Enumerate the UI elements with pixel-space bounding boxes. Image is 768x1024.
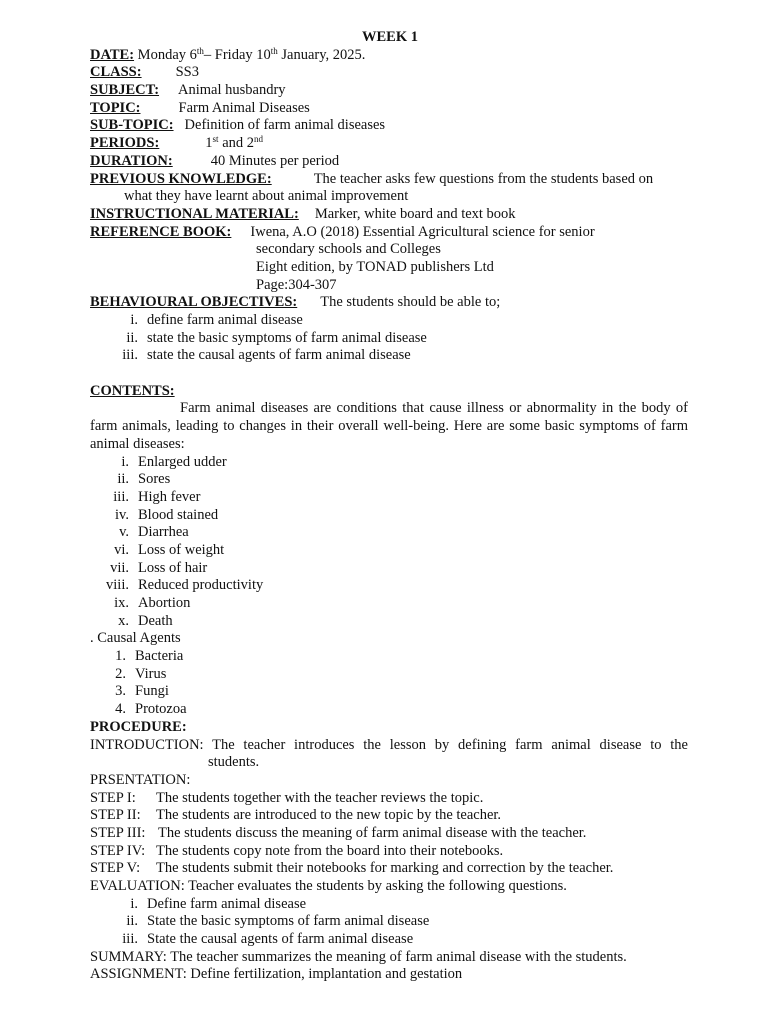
duration-label: DURATION:	[90, 152, 173, 169]
list-item: 1. Bacteria	[115, 648, 184, 665]
list-item: iii. State the causal agents of farm animal disease	[122, 931, 414, 948]
subtopic-value: Definition of farm animal diseases	[184, 117, 386, 134]
date-line	[90, 47, 690, 65]
presentation-heading: PRSENTATION:	[90, 771, 191, 788]
subtopic-line	[90, 117, 690, 135]
subtopic-label: SUB-TOPIC:	[90, 117, 174, 134]
introduction-line: INTRODUCTION: The teacher introduces the lesson by defining farm animal disease to the	[90, 736, 688, 753]
list-item: x. Death	[118, 612, 173, 629]
list-item: ii. Sores	[117, 471, 171, 488]
assignment-line: ASSIGNMENT: Define fertilization, implantation and gestation	[90, 966, 463, 983]
class-label: CLASS:	[90, 64, 142, 81]
list-item: iii. state the causal agents of farm animal disease	[122, 347, 411, 364]
list-item: vi. Loss of weight	[114, 541, 225, 558]
reference-value-1: Iwena, A.O (2018) Essential Agricultural science for senior	[250, 223, 595, 240]
class-line	[90, 64, 690, 82]
list-item: vii. Loss of hair	[110, 559, 208, 576]
causal-agents-heading: . Causal Agents	[90, 630, 181, 647]
duration-value: 40 Minutes per period	[210, 152, 340, 169]
periods-value-a: 1	[205, 135, 213, 152]
step-row: STEP I: The students together with the teacher reviews the topic.	[90, 789, 484, 806]
reference-value-4: Page:304-307	[256, 276, 337, 293]
objectives-value: The students should be able to;	[320, 294, 501, 311]
list-item: iv. Blood stained	[115, 506, 219, 523]
list-item: ii. State the basic symptoms of farm animal disease	[126, 913, 430, 930]
previous-knowledge-value: The teacher asks few questions from the students based on	[313, 170, 654, 187]
step-row: STEP V: The students submit their notebooks for marking and correction by the teacher.	[90, 860, 614, 877]
causal-agents-list	[90, 648, 690, 719]
periods-sup-2: nd	[254, 134, 263, 145]
list-item: 2. Virus	[115, 665, 167, 682]
list-item: v. Diarrhea	[119, 524, 189, 541]
reference-label: REFERENCE BOOK:	[90, 223, 232, 240]
list-item: i. Enlarged udder	[121, 453, 227, 470]
topic-value: Farm Animal Diseases	[178, 99, 310, 116]
previous-knowledge-continuation: what they have learnt about animal improvement	[124, 188, 409, 205]
list-item: viii. Reduced productivity	[106, 577, 264, 594]
reference-value-3: Eight edition, by TONAD publishers Ltd	[256, 258, 494, 275]
list-item: iii. High fever	[113, 488, 201, 505]
date-value-b: – Friday 10	[203, 46, 271, 63]
list-item: 3. Fungi	[115, 683, 169, 700]
periods-sup-1: st	[212, 134, 219, 145]
objectives-line	[90, 294, 690, 312]
spacer	[90, 365, 690, 383]
date-label: DATE:	[90, 46, 135, 63]
periods-label: PERIODS:	[90, 135, 160, 152]
material-label: INSTRUCTIONAL MATERIAL:	[90, 205, 299, 222]
material-line	[90, 206, 690, 224]
list-item: 4. Protozoa	[115, 701, 187, 718]
evaluation-line: EVALUATION: Teacher evaluates the students by asking the following questions.	[90, 878, 567, 895]
step-row: STEP IV: The students copy note from the board into their notebooks.	[90, 842, 504, 859]
duration-line	[90, 153, 690, 171]
subject-label: SUBJECT:	[90, 82, 160, 99]
topic-line	[90, 100, 690, 118]
step-row: STEP III: The students discuss the meaning of farm animal disease with the teacher.	[90, 824, 587, 841]
periods-value-b: and 2	[218, 135, 254, 152]
steps-list	[90, 790, 690, 878]
date-sup-1: th	[196, 45, 204, 56]
week-heading: WEEK 1	[362, 29, 418, 45]
list-item: ix. Abortion	[114, 595, 191, 612]
date-sup-2: th	[270, 45, 278, 56]
list-item: ii. state the basic symptoms of farm animal disease	[126, 329, 427, 346]
previous-knowledge-line	[90, 171, 690, 189]
lesson-note-page	[90, 29, 690, 984]
list-item: i. define farm animal disease	[130, 312, 303, 328]
subject-line	[90, 82, 690, 100]
previous-knowledge-label: PREVIOUS KNOWLEDGE:	[90, 170, 272, 187]
date-value-a: Monday 6	[134, 46, 197, 63]
reference-line	[90, 224, 690, 242]
topic-label: TOPIC:	[90, 99, 141, 116]
class-value: SS3	[175, 64, 199, 81]
objectives-label: BEHAVIOURAL OBJECTIVES:	[90, 294, 298, 311]
contents-intro: Farm animal diseases are conditions that cause illness or abnormality in the body of farm animals, leading to changes in their overall well-being. Here are some basic symptoms of farm animal diseases:	[90, 400, 688, 452]
contents-heading: CONTENTS:	[90, 382, 175, 399]
date-value-c: January, 2025.	[277, 46, 366, 63]
subject-value: Animal husbandry	[178, 82, 286, 99]
list-item: i. Define farm animal disease	[130, 895, 307, 912]
symptoms-list	[90, 454, 690, 631]
summary-line: SUMMARY: The teacher summarizes the meaning of farm animal disease with the students.	[90, 948, 627, 965]
evaluation-questions	[90, 896, 690, 949]
material-value: Marker, white board and text book	[314, 205, 516, 222]
step-row: STEP II: The students are introduced to the new topic by the teacher.	[90, 807, 502, 824]
reference-value-2: secondary schools and Colleges	[256, 241, 441, 258]
introduction-continuation: students.	[208, 754, 260, 771]
periods-line	[90, 135, 690, 153]
procedure-heading: PROCEDURE:	[90, 718, 187, 735]
objectives-list	[90, 312, 690, 365]
